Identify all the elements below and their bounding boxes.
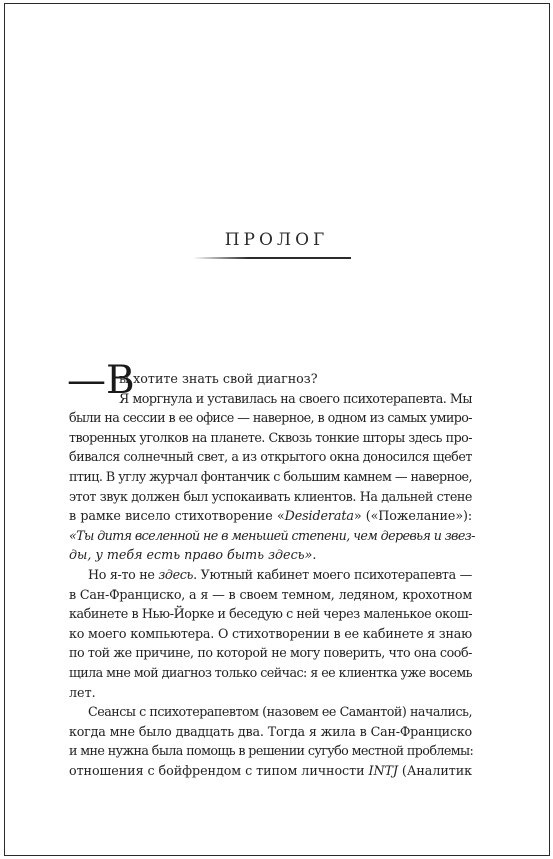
text-segment: птиц. В углу журчал фонтанчик с большим камнем — наверное, [69,468,472,484]
text-line [69,683,472,703]
text-segment: лет. [69,684,96,700]
text-line [69,722,472,742]
quote-segment: «Ты дитя вселенной не в меньшей степени, чем деревья и звез- [69,527,475,543]
text-segment: бивался солнечный свет, а из открытого окна доносился щебет [69,449,472,465]
text-segment: . Уютный кабинет моего психотерапевта — [193,566,472,582]
text-line [69,408,472,428]
text-segment: Но я-то не [88,566,159,582]
text-segment: творенных уголков на планете. Сквозь тонкие шторы здесь про- [69,429,472,445]
emphasis: здесь [158,566,194,582]
text-line [69,761,472,781]
text-segment: щила мне мой диагноз только сейчас: я ее клиентка уже восемь [69,664,472,680]
text-segment: ко моего компьютера. О стихотворении в ее кабинете я знаю [69,625,472,641]
text-segment: Я моргнула и уставилась на своего психотерапевта. Мы [119,390,472,406]
text-line [69,447,472,467]
text-line [69,604,472,624]
text-line [69,585,472,605]
text-line [69,702,472,722]
text-segment: » («Пожелание»): [353,508,473,524]
text-segment: когда мне было двадцать два. Тогда я жила в Сан-Франциско [69,723,472,739]
text-segment: (Аналитик [397,762,472,778]
text-line [69,624,472,644]
text-line [69,565,472,585]
text-segment: отношения с бойфрендом с типом личности [69,762,369,778]
text-line [69,643,472,663]
quote-segment: ды, у тебя есть право быть здесь». [69,547,317,563]
text-segment: кабинете в Нью-Йорке и беседую с ней через маленькое окош- [69,606,473,622]
drop-cap: —В [67,358,135,403]
text-segment: Сеансы с психотерапевтом (назовем ее Самантой) начались, [88,704,472,720]
text-line [69,467,472,487]
text-line [69,389,472,409]
text-segment: по той же причине, по которой не могу поверить, что она сооб- [69,645,472,661]
text-line [69,526,475,546]
text-line [69,545,472,565]
text-segment: были на сессии в ее офисе — наверное, в одном из самых умиро- [69,410,472,426]
text-line [69,663,472,683]
poem-title: Desiderata [284,508,354,524]
body-text [67,358,475,780]
text-line [69,506,472,526]
text-segment: в рамке висело стихотворение « [69,508,285,524]
text-line [69,428,472,448]
title-underline [193,257,351,259]
chapter-title: ПРОЛОГ [224,230,329,250]
text-segment: в Сан-Франциско, а я — в своем темном, ледяном, крохотном [69,586,472,602]
personality-type: INTJ [368,762,398,778]
text-line [69,741,472,761]
text-segment: этот звук должен был успокаивать клиентов. На дальней стене [69,488,472,504]
text-line [69,487,472,507]
text-segment: ы хотите знать свой диагноз? [119,371,318,386]
text-segment: и мне нужна была помощь в решении сугубо местной проблемы: [69,743,474,759]
